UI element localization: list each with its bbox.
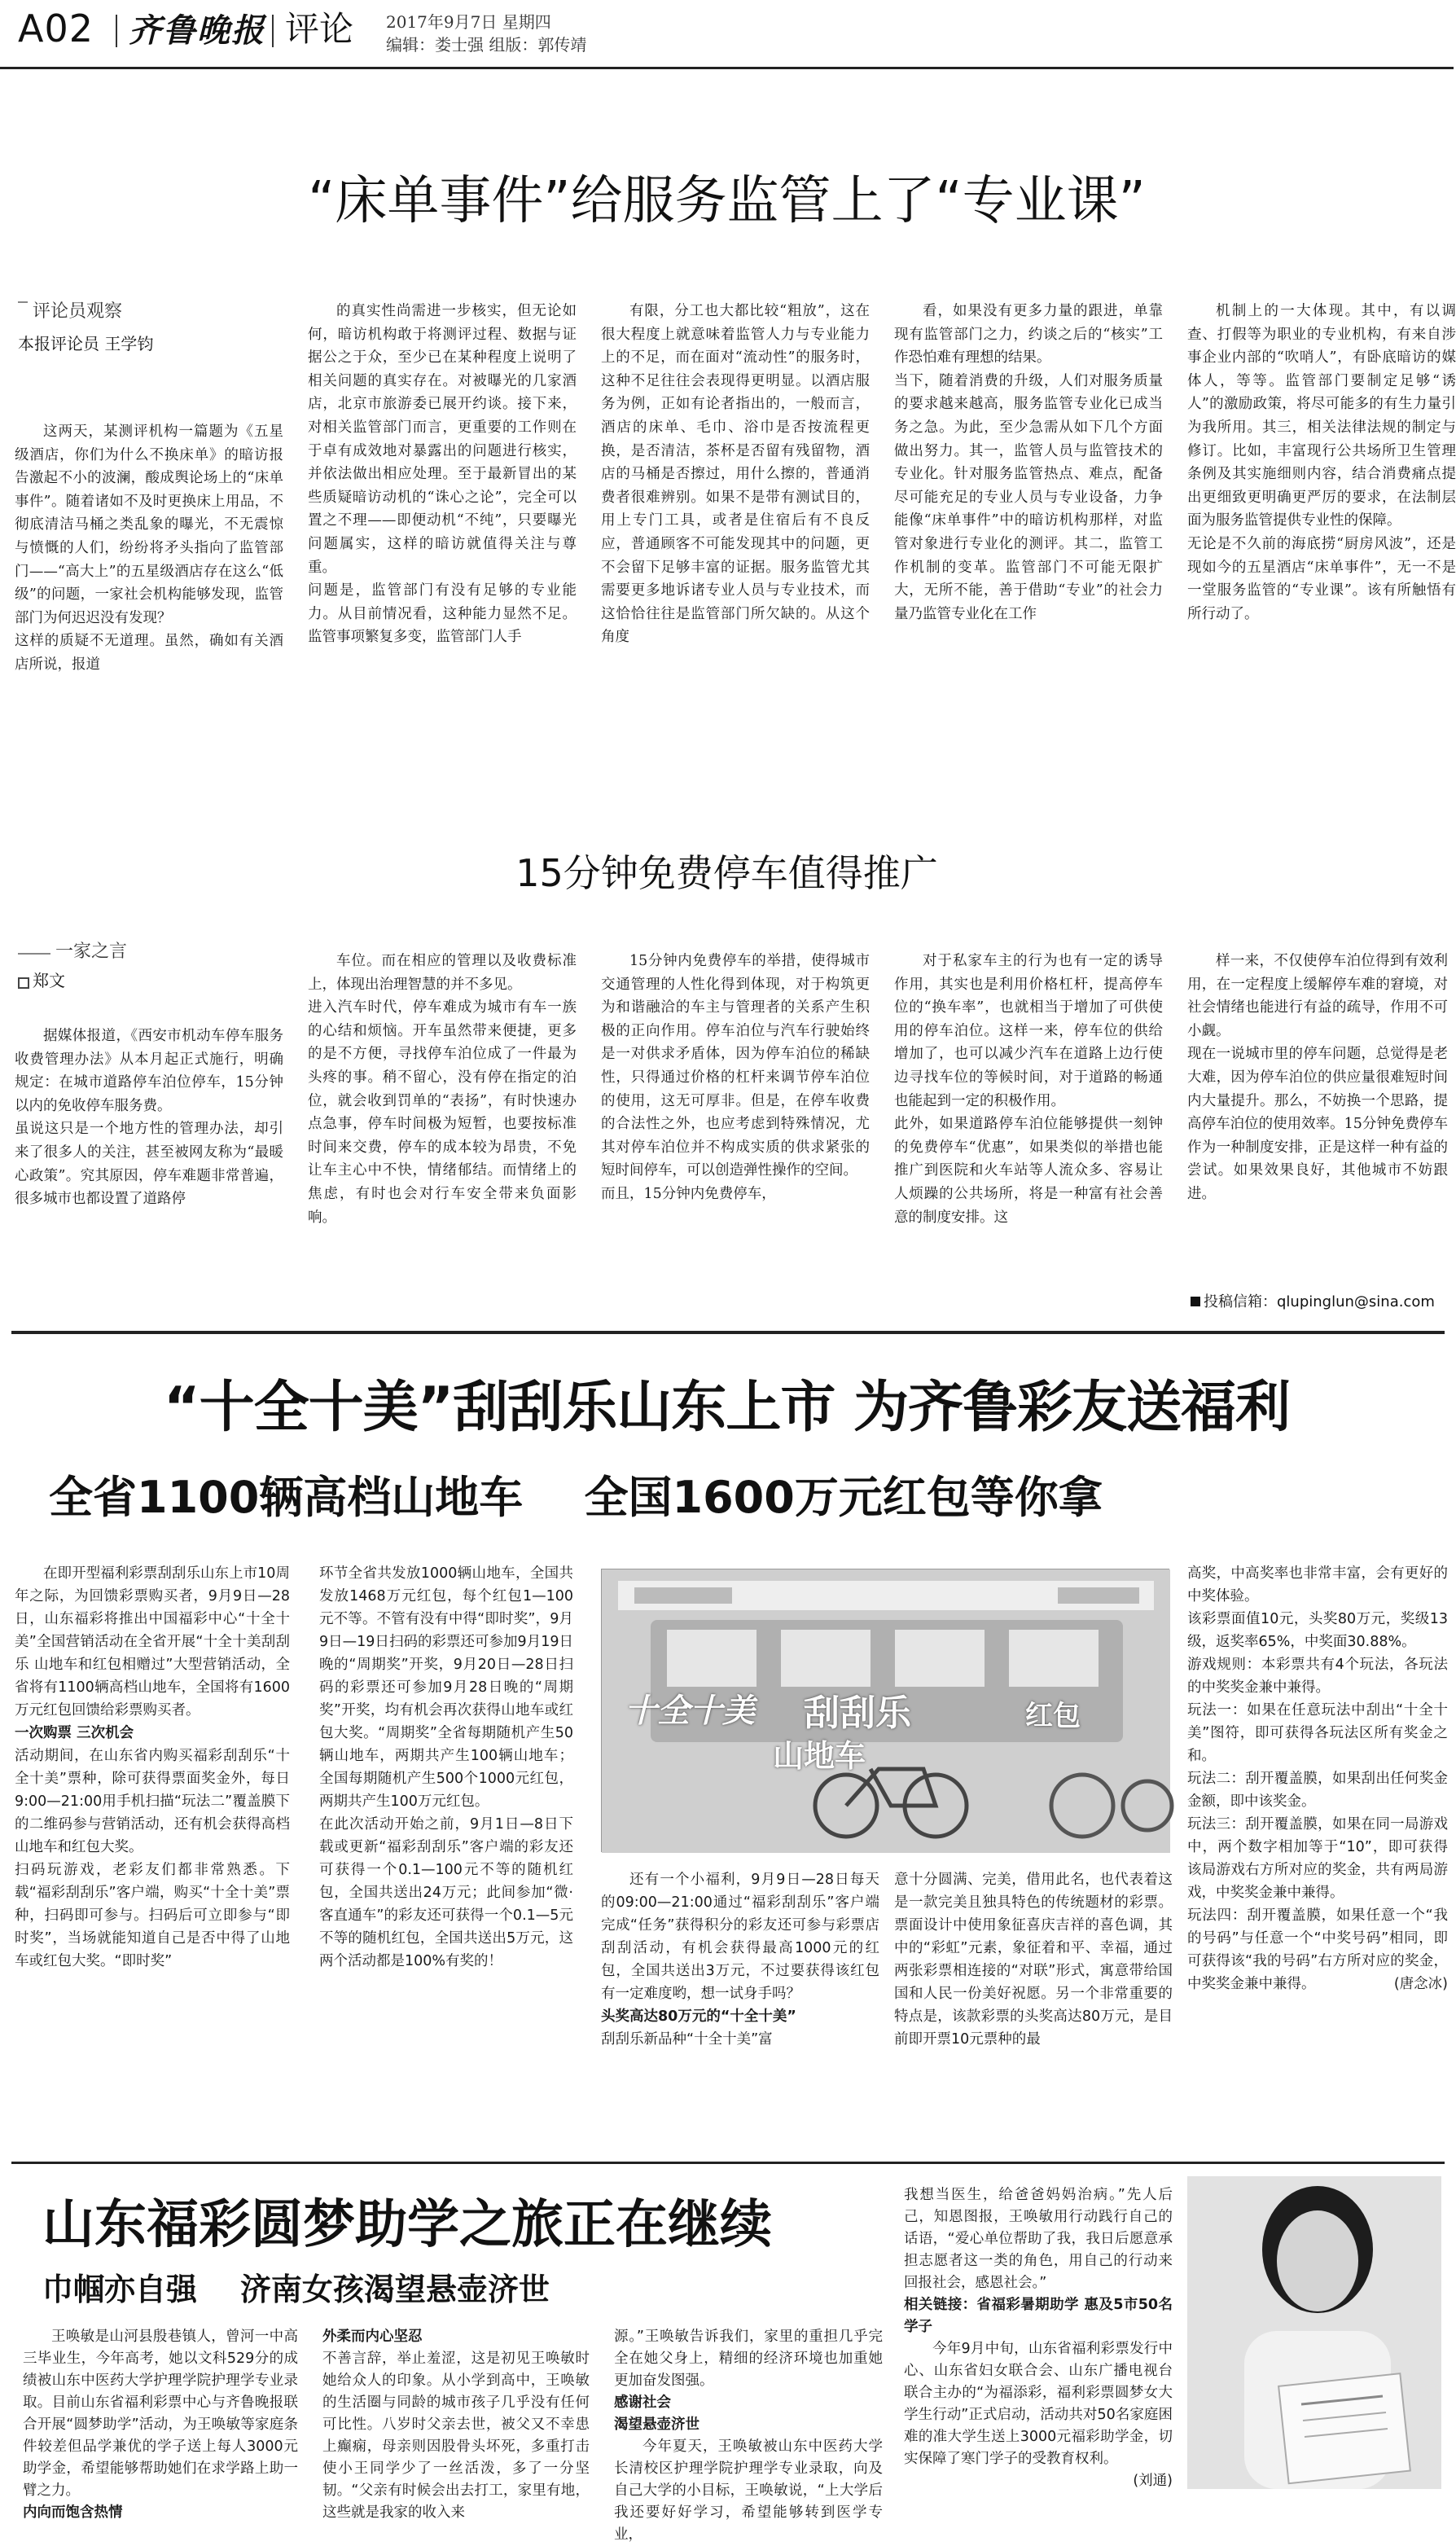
submission-email[interactable]: qlupinglun@sina.com [1277,1293,1435,1310]
ad2-col2-text: 不善言辞，举止羞涩，这是初见王唤敏时她给众人的印象。从小学到高中，王唤敏的生活圈与同龄的城市孩子几乎没有任何可比性。八岁时父亲去世，被父又不幸患上癫痫，母亲则因股骨头坏死，多重打击使小王同学少了一丝活泼，多了一分坚韧。“父亲有时候会出去打工，家里有地，这些就是我家的收入来 [322,2351,590,2521]
ad1-col3-heading: 头奖高达80万元的“十全十美” [601,2008,796,2025]
header-date: 2017年9月7日 星期四 [386,12,551,32]
ad2-col2 [322,2326,590,2521]
ad2-title: 山东福彩圆梦助学之旅正在继续 [42,2195,772,2255]
article1-tag-rule [18,301,28,303]
ticket-label-1: 十全十美 [625,1692,755,1730]
article2-byline: 郑文 [33,971,65,990]
article1-title: “床单事件”给服务监管上了“专业课” [308,171,1146,231]
article2-col3 [601,950,870,1321]
ad2-col1 [23,2326,298,2521]
article2-submission [1191,1292,1435,1313]
ad1-col1 [15,1562,290,2149]
ad1-col2 [319,1562,573,2149]
ad2-col4-text: 我想当医生，给爸爸妈妈治病。”先人后己，知恩图报，王唤敏用行动践行自己的话语，“爱心单位帮助了我，我日后愿意承担志愿者这一类的角色，用自己的行动来回报社会，感恩社会。” [904,2187,1173,2291]
header-editor: 编辑：娄士强 组版：郭传靖 [386,35,587,55]
ad1-col1-heading: 一次购票 三次机会 [15,1725,134,1741]
submission-label: 投稿信箱： [1204,1293,1277,1310]
ticket-label-4: 红包 [1025,1700,1081,1732]
article2-column-tag: 一家之言 [55,942,128,962]
ad1-col2-text: 环节全省共发放1000辆山地车，全国共发放1468万元红包，每个红包1—100元不等。不管有没有中得“即时奖”，9月9日—19日扫码的彩票还可参加9月19日晚的“周期奖”开奖，9月20日—28日扫码的彩票还可参加9月28日晚的“周期奖”开奖，均有机会再次获得山地车或红包大奖。“周期奖”全省每期随机产生50辆山地车，两期共产生100辆山地车；全国每期随机产生500个1000元红包，两期共产生100万元红包。 在此次活动开始之前，9月1日—8日下载或更新“福彩刮刮乐”客户端的彩友还可获得一个0.1—100元不等的随机红包，全国共送出24万元；此间参加“微·客直通车”的彩友还可获得一个0.1—5元不等的随机红包，全国共送出5万元，这两个活动都是100%有奖的！ [319,1565,573,1969]
ad2-col3 [614,2326,883,2543]
article2-col4-text: 对于私家车主的行为也有一定的诱导作用，其实也是利用价格杠杆，提高停车位的“换车率”，也就相当于增加了可供使用的停车泊位。这样一来，停车位的供给增加了，也可以减少汽车在道路上边行使边寻找车位的等候时间，对于道路的畅通也能起到一定的积极作用。 此外，如果道路停车泊位能够提供一刻钟的免费停车“优惠”，如果类似的举措也能推广到医院和火车站等人流众多、容易让人烦躁的公共场所，将是一种富有社会善意的制度安排。这 [894,953,1163,1226]
student-photo [1187,2176,1441,2489]
section-rule-2 [11,2162,1445,2164]
article2-col5-text: 样一来，不仅使停车泊位得到有效利用，在一定程度上缓解停车难的窘境，对社会情绪也能进行有益的疏导，作用不可小觑。 现在一说城市里的停车问题，总觉得是老大难，因为停车泊位的供应量很难短时间内大量提升。那么，不妨换一个思路，提高停车泊位的使用效率。15分钟免费停车作为一种制度安排，正是这样一种有益的尝试。如果效果良好，其他城市不妨跟进。 [1187,953,1448,1202]
ad2-col1-text: 王唤敏是山河县殷巷镇人，曾河一中高三毕业生，今年高考，她以文科529分的成绩被山东中医药大学护理学院护理学专业录取。目前山东省福利彩票中心与齐鲁晚报联合开展“圆梦助学”活动，为王唤敏等家庭条件较差但品学兼优的学子送上每人3000元助学金，希望能够帮助她们在求学路上助一臂之力。 [23,2329,298,2499]
article1-col4-text: 看，如果没有更多力量的跟进，单靠现有监管部门之力，约谈之后的“核实”工作恐怕难有理想的结果。 当下，随着消费的升级，人们对服务质量的要求越来越高，服务监管专业化已成当务之急。为此，至少急需从如下几个方面做出努力。其一，监管人员与监管技术的专业化。针对服务监管热点、难点，配备尽可能充足的专业人员与专业设备，力争能像“床单事件”中的暗访机构那样，对监管对象进行专业化的测评。其二，监管工作机制的变革。监管部门不可能无限扩大，无所不能，善于借助“专业”的社会力量乃监管专业化在工作 [894,303,1163,622]
ad1-col5-text: 高奖，中高奖率也非常丰富，会有更好的中奖体验。 该彩票面值10元，头奖80万元，奖级13级，返奖率65%，中奖面30.88%。 游戏规则：本彩票共有4个玩法，各玩法的中奖奖金兼中兼得。 玩法一：如果在任意玩法中刮出“十全十美”图符，即可获得各玩法区所有奖金之和。 玩法二：刮开覆盖膜，如果刮出任何奖金金额，即中该奖金。 玩法三：刮开覆盖膜，如果在同一局游戏中，两个数字相加等于“10”，即可获得该局游戏右方所对应的奖金，共有两局游戏，中奖奖金兼中兼得。 玩法四：刮开覆盖膜，如果任意一个“我的号码”与任意一个“中奖号码”相同，即可获得该“我的号码”右方所对应的奖金，中奖奖金兼中兼得。 [1187,1565,1448,1992]
ticket-label-3: 山地车 [773,1738,866,1774]
article2-col1 [15,1025,283,1321]
article2-col5 [1187,950,1448,1284]
page-number: A02 [18,7,94,50]
ad1-subtitle: 全省1100辆高档山地车 全国1600万元红包等你拿 [49,1472,1103,1523]
article1-col5 [1187,300,1456,795]
lottery-ticket-image [601,1569,1169,1852]
ad2-col3-text: 源。”王唤敏告诉我们，家里的重担几乎完全在她父身上，精细的经济环境也加重她更加奋发图强。 [614,2329,883,2389]
section-name: 评论 [285,9,354,49]
section-rule-1 [11,1331,1445,1334]
ad1-col1-text: 在即开型福利彩票刮刮乐山东上市10周年之际，为回馈彩票购买者，9月9日—28日，山东福彩将推出中国福彩中心“十全十美”全国营销活动在全省开展“十全十美刮刮乐 山地车和红包相赠过”大型营销活动，全省将有1100辆高档山地车，全国将有1600万元红包回馈给彩票购买者。 [15,1565,290,1719]
ad2-subtitle: 巾帼亦自强 济南女孩渴望悬壶济世 [42,2272,550,2307]
article2-col2 [308,950,577,1321]
ad1-col5 [1187,1562,1448,2149]
article1-col3 [601,300,870,795]
article1-column-tag: 评论员观察 [33,301,123,322]
ad2-col4 [904,2184,1173,2492]
article2-tag-rule [18,953,50,955]
paper-name: 齐鲁晚报 [129,11,265,50]
article1-col5-text: 机制上的一大体现。其中，有以调查、打假等为职业的专业机构，有来自涉事企业内部的“吹哨人”，有卧底暗访的媒体人，等等。监管部门要制定足够“诱人”的激励政策，将尽可能多的有生力量引为我所用。其三，相关法律法规的制定与修订。比如，丰富现行公共场所卫生管理条例及其实施细则内容，结合消费痛点提出更细致更明确更严厉的要求，在法制层面为服务监管提供专业性的保障。 无论是不久前的海底捞“厨房风波”，还是现如今的五星酒店“床单事件”，无一不是一堂服务监管的“专业课”。该有所触悟有所行动了。 [1187,303,1456,622]
article2-col4 [894,950,1163,1321]
ad1-col3-text: 还有一个小福利，9月9日—28日每天的09:00—21:00通过“福彩刮刮乐”客户端完成“任务”获得积分的彩友还可参与彩票店刮刮活动，有机会获得最高1000元的红包，全国共送出3万元，不过要获得该红包有一定难度哟，想一试身手吗？ [601,1872,879,2002]
ad2-col3b-text: 今年夏天，王唤敏被山东中医药大学长清校区护理学院护理学专业录取，向及自己大学的小目标，王唤敏说，“上大学后我还要好好学习，希望能够转到医学专业， [614,2438,883,2543]
ad1-col4 [894,1868,1173,2145]
ad2-col3-heading: 感谢社会 [614,2395,671,2411]
ticket-label-2: 刮刮乐 [804,1692,911,1734]
ad2-col4b-text: 今年9月中旬，山东省福利彩票发行中心、山东省妇女联合会、山东广播电视台联合主办的“为福添彩，福利彩票圆梦女大学生行动”正式启动，活动共对50名家庭困难的准大学生送上3000元福彩助学金，切实保障了寒门学子的受教育权利。 [904,2341,1173,2467]
article1-col3-text: 有限，分工也大都比较“粗放”，这在很大程度上就意味着监管人力与专业能力上的不足，而在面对“流动性”的服务时，这种不足往往会表现得更明显。以酒店服务为例，正如有论者指出的，一般而言，酒店的床单、毛巾、浴巾是否按流程更换，是否清洁，茶杯是否留有残留物，酒店的马桶是否擦过，用什么擦的，普通消费者很难辨别。如果不是带有测试目的，用上专门工具，或者是住宿后有不良反应，普通顾客不可能发现其中的问题，更不会留下足够丰富的证据。服务监管尤其需要更多地诉诸专业人员与专业技术，而这恰恰往往是监管部门所欠缺的。从这个角度 [601,303,870,646]
article2-col3-text: 15分钟内免费停车的举措，使得城市交通管理的人性化得到体现，对于构筑更为和谐融洽的车主与管理者的关系产生积极的正向作用。停车泊位与汽车行驶始终是一对供求矛盾体，因为停车泊位的稀缺性，只得通过价格的杠杆来调节停车泊位的使用，这无可厚非。但是，在停车收费的合法性之外，也应考虑到特殊情况，尤其对停车泊位并不构成实质的供求紧张的短时间停车，可以创造弹性操作的空间。 而且，15分钟内免费停车， [601,953,870,1202]
header-divider-2 [272,15,274,47]
ad2-col3-heading2: 渴望悬壶济世 [614,2417,699,2433]
header-divider-1 [116,15,117,47]
ad1-col3 [601,1868,879,2145]
ad2-col4-author: (刘通) [1133,2473,1173,2489]
ad2-col4-link: 相关链接：省福彩暑期助学 惠及5市50名学子 [904,2297,1173,2335]
article2-col1-text: 据媒体报道，《西安市机动车停车服务收费管理办法》从本月起正式施行，明确规定：在城市道路停车泊位停车，15分钟以内的免收停车服务费。 虽说这只是一个地方性的管理办法，却引来了很多人的关注，甚至被网友称为“最暖心政策”。究其原因，停车难题非常普遍，很多城市也都设置了道路停 [15,1028,283,1208]
article1-col1-text: 这两天，某测评机构一篇题为《五星级酒店，你们为什么不换床单》的暗访报告激起不小的波澜，酸成舆论场上的“床单事件”。随着诸如不及时更换床上用品，不彻底清洁马桶之类乱象的曝光，不无震惊与愤慨的人们，纷纷将矛头指向了监管部门——“高大上”的五星级酒店存在这么“低级”的问题，一家社会机构能够发现，监管部门为何迟迟没有发现？ 这样的质疑不无道理。虽然，确如有关酒店所说，报道 [15,424,283,673]
article2-title: 15分钟免费停车值得推广 [515,851,938,895]
student-portrait-graphic [1187,2176,1441,2489]
ad1-col4-text: 意十分圆满、完美，借用此名，也代表着这是一款完美且独具特色的传统题材的彩票。票面设计中使用象征喜庆吉祥的喜色调，其中的“彩虹”元素，象征着和平、幸福，通过两张彩票相连接的“对联”形式，寓意带给国国和人民一份美好祝愿。另一个非常重要的特点是，该款彩票的头奖高达80万元，是目前即开票10元票种的最 [894,1872,1173,2048]
ad1-col5-author: (唐念冰) [1393,1976,1448,1992]
article1-col4 [894,300,1163,795]
header-rule [0,67,1454,69]
ad2-col2-heading: 外柔而内心坚忍 [322,2329,423,2345]
ad1-title: “十全十美”刮刮乐山东上市 为齐鲁彩友送福利 [163,1376,1291,1440]
ad1-col3-tail: 刮刮乐新品种“十全十美”富 [601,2031,773,2048]
article1-byline: 本报评论员 王学钧 [18,334,154,353]
article1-col2-text: 的真实性尚需进一步核实，但无论如何，暗访机构敢于将测评过程、数据与证据公之于众，至少已在某种程度上说明了相关问题的真实存在。对被曝光的几家酒店，北京市旅游委已展开约谈。接下来，对相关监管部门而言，更重要的工作则在于卓有成效地对暴露出的问题进行核实，并依法做出相应处理。至于最新冒出的某些质疑暗访动机的“诛心之论”，完全可以置之不理——即便动机“不纯”，只要曝光问题属实，这样的暗访就值得关注与尊重。 问题是，监管部门有没有足够的专业能力。从目前情况看，这种能力显然不足。监管事项繁复多变，监管部门人手 [308,303,577,646]
submission-marker [1191,1297,1200,1306]
article1-col2 [308,300,577,795]
article2-byline-box [18,977,29,989]
ad2-col1-heading: 内向而饱含热情 [23,2504,123,2521]
article1-col1 [15,420,283,795]
ad1-col1b-text: 活动期间，在山东省内购买福彩刮刮乐“十全十美”票种，除可获得票面奖金外，每日9:00—21:00用手机扫描“玩法二”覆盖膜下的二维码参与营销活动，还有机会获得高档山地车和红包大奖。 扫码玩游戏，老彩友们都非常熟悉。下载“福彩刮刮乐”客户端，购买“十全十美”票种，扫码即可参与。扫码后可立即参与“即时奖”，当场就能知道自己是否中得了山地车或红包大奖。“即时奖” [15,1748,290,1969]
article2-col2-text: 车位。而在相应的管理以及收费标准上，体现出治理智慧的并不多见。 进入汽车时代，停车难成为城市有车一族的心结和烦恼。开车虽然带来便捷，更多的是不方便，寻找停车泊位成了一件最为头疼的事。稍不留心，没有停在指定的泊位，就会收到罚单的“表扬”，有时快速办点急事，停车时间极为短暂，也要按标准时间来交费，停车的成本较为昂贵，不免让车主心中不快，情绪郁结。而情绪上的焦虑，有时也会对行车安全带来负面影响。 [308,953,577,1226]
